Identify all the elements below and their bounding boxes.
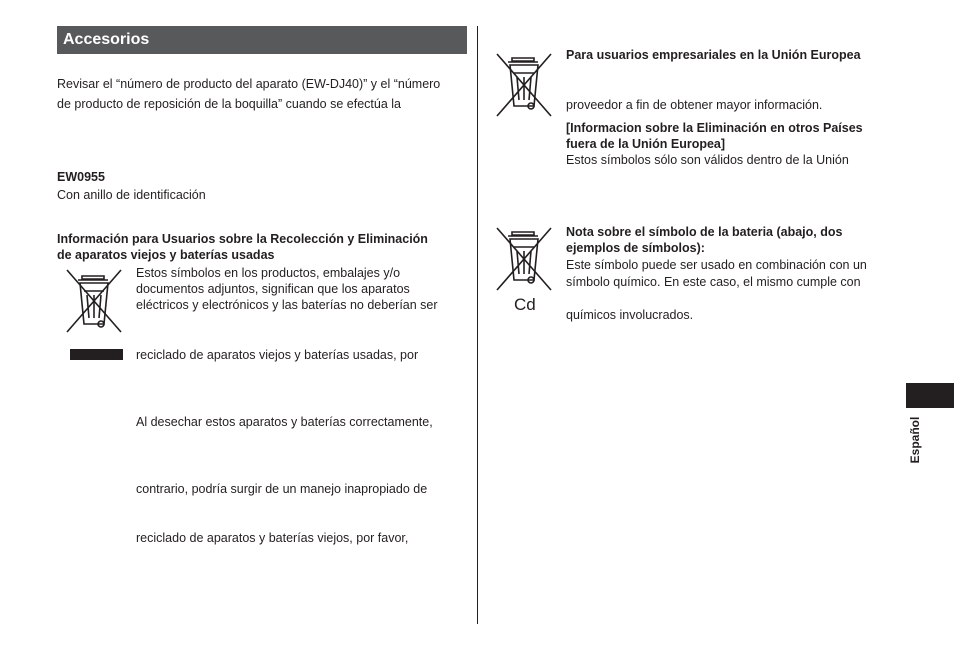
outside-title-line-1: [Informacion sobre la Eliminación en otros Países (566, 121, 863, 135)
info-title-line-2: de aparatos viejos y baterías usadas (57, 248, 275, 262)
language-tab-label: Español (908, 416, 922, 464)
text-fragment-1: reciclado de aparatos viejos y baterías usadas, por (136, 348, 419, 362)
crossed-bin-icon (494, 226, 556, 294)
text-fragment-4: reciclado de aparatos y baterías viejos, por favor, (136, 531, 409, 545)
text-fragment-2: Al desechar estos aparatos y baterías correctamente, (136, 415, 433, 429)
crossed-bin-icon (64, 266, 126, 334)
intro-line-2: de producto de reposición de la boquilla” cuando se efectúa la (57, 97, 401, 111)
battery-text-end: químicos involucrados. (566, 308, 694, 322)
crossed-bin-icon (494, 52, 556, 120)
intro-line-1: Revisar el “número de producto del aparato (EW-DJ40)” y el “número (57, 77, 441, 91)
symbols-text-line-3: eléctricos y electrónicos y las baterías no deberían ser (136, 298, 438, 312)
text-fragment-3: contrario, podría surgir de un manejo inapropiado de (136, 482, 428, 496)
battery-title-line-2: ejemplos de símbolos): (566, 241, 705, 255)
info-title-line-1: Información para Usuarios sobre la Recolección y Eliminación (57, 232, 428, 246)
model-description: Con anillo de identificación (57, 188, 206, 202)
business-text: proveedor a fin de obtener mayor información. (566, 98, 823, 112)
cd-chemical-symbol: Cd (514, 295, 536, 314)
section-heading: Accesorios (57, 26, 467, 54)
business-title: Para usuarios empresariales en la Unión Europea (566, 48, 861, 62)
symbols-text-line-2: documentos adjuntos, significan que los aparatos (136, 282, 410, 296)
symbols-text-line-1: Estos símbolos en los productos, embalajes y/o (136, 266, 401, 280)
battery-text-line-1: Este símbolo puede ser usado en combinación con un (566, 258, 867, 272)
model-number: EW0955 (57, 170, 105, 184)
battery-text-line-2: símbolo químico. En este caso, el mismo cumple con (566, 275, 861, 289)
battery-title-line-1: Nota sobre el símbolo de la bateria (abajo, dos (566, 225, 843, 239)
language-tab-marker (906, 383, 954, 408)
outside-title-line-2: fuera de la Unión Europea] (566, 137, 726, 151)
column-divider (477, 26, 478, 624)
outside-text: Estos símbolos sólo son válidos dentro de la Unión (566, 153, 849, 167)
black-bar-symbol (70, 349, 123, 360)
